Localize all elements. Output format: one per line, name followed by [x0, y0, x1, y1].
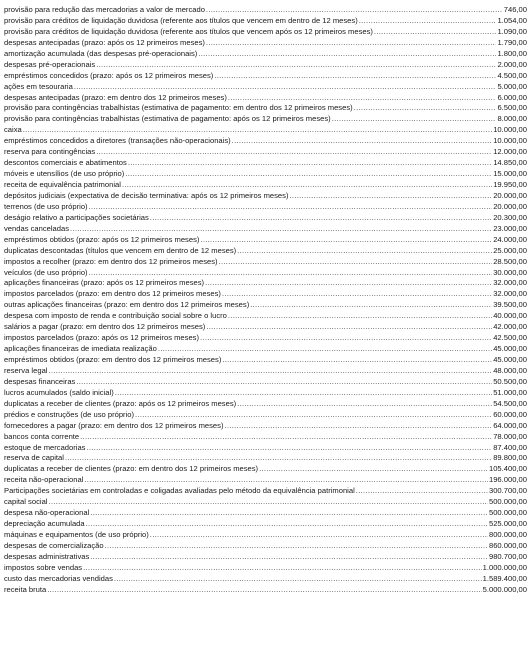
dot-leader — [214, 71, 496, 82]
account-row — [4, 497, 527, 508]
account-value: 23.000,00 — [493, 223, 527, 233]
dot-leader — [83, 563, 482, 574]
account-row — [4, 475, 527, 486]
account-label: deságio relativo a participações societárias — [4, 212, 149, 222]
account-label: despesas de comercialização — [4, 540, 104, 550]
account-label: caixa — [4, 125, 22, 135]
account-value: 28.500,00 — [493, 256, 527, 266]
account-label: empréstimos obtidos (prazo: em dentro dos 12 primeiros meses) — [4, 355, 222, 364]
account-label: fornecedores a pagar (prazo: em dentro dos 12 primeiros meses) — [4, 420, 224, 430]
account-row — [4, 27, 527, 38]
account-row — [4, 355, 527, 366]
account-label: depreciação acumulada — [4, 519, 85, 529]
account-row — [4, 464, 527, 475]
account-label: impostos parcelados (prazo: após os 12 primeiros meses) — [4, 333, 199, 343]
account-value: 500.000,00 — [488, 508, 527, 518]
account-value: 20.000,00 — [493, 190, 527, 200]
account-label: receita não-operacional — [4, 475, 84, 485]
account-row — [4, 443, 527, 454]
dot-leader — [205, 278, 492, 289]
account-row — [4, 519, 527, 530]
account-value: 45.000,00 — [493, 344, 527, 354]
account-row — [4, 530, 527, 541]
account-label: bancos conta corrente — [4, 431, 80, 441]
account-value: 525.000,00 — [488, 519, 527, 529]
account-label: aplicações financeiras (prazo: após os 12 primeiros meses) — [4, 278, 205, 288]
account-row — [4, 213, 527, 224]
account-label: impostos parcelados (prazo: em dentro dos 12 primeiros meses) — [4, 289, 221, 299]
dot-leader — [47, 585, 481, 596]
account-value: 500.000,00 — [488, 497, 527, 507]
dot-leader — [65, 453, 492, 464]
account-value: 980.700,00 — [488, 551, 527, 561]
account-label: máquinas e equipamentos (de uso próprio) — [4, 530, 149, 539]
account-label: descontos comerciais e abatimentos — [4, 158, 127, 168]
account-label: estoque de mercadorias — [4, 442, 86, 452]
account-row — [4, 169, 527, 180]
account-label: empréstimos obtidos (prazo: após os 12 primeiros meses) — [4, 234, 200, 244]
dot-leader — [354, 103, 497, 114]
account-row — [4, 82, 527, 93]
account-row — [4, 38, 527, 49]
account-label: receita de equivalência patrimonial — [4, 180, 121, 189]
account-label: impostos a recolher (prazo: em dentro dos 12 primeiros meses) — [4, 256, 218, 266]
dot-leader — [114, 574, 482, 585]
account-value: 60.000,00 — [493, 409, 527, 419]
account-label: veículos (de uso próprio) — [4, 267, 88, 277]
dot-leader — [23, 125, 492, 136]
account-row — [4, 235, 527, 246]
account-row — [4, 322, 527, 333]
account-value: 50.500,00 — [493, 376, 527, 386]
dot-leader — [228, 311, 492, 322]
account-row — [4, 366, 527, 377]
dot-leader — [259, 464, 488, 475]
account-row — [4, 268, 527, 279]
account-row — [4, 257, 527, 268]
account-label: despesas pré-operacionais — [4, 59, 96, 69]
dot-leader — [86, 519, 488, 530]
account-label: móveis e utensílios (de uso próprio) — [4, 169, 125, 179]
dot-leader — [250, 300, 492, 311]
account-row — [4, 289, 527, 300]
account-label: provisão para redução das mercadorias a valor de mercado — [4, 5, 205, 14]
account-row — [4, 16, 527, 27]
account-label: reserva legal — [4, 365, 48, 375]
account-row — [4, 344, 527, 355]
dot-leader — [206, 322, 492, 333]
dot-leader — [89, 202, 493, 213]
dot-leader — [332, 114, 497, 125]
dot-leader — [374, 27, 497, 38]
account-row — [4, 5, 527, 16]
account-label: capital social — [4, 497, 48, 507]
account-row — [4, 136, 527, 147]
account-value: 39.500,00 — [493, 300, 527, 310]
dot-leader — [237, 399, 492, 410]
account-row — [4, 202, 527, 213]
account-label: prédios e construções (de uso próprio) — [4, 409, 135, 419]
dot-leader — [359, 16, 497, 27]
account-value: 64.000,00 — [493, 420, 527, 430]
account-label: despesa não-operacional — [4, 508, 90, 518]
account-value: 5.000.000,00 — [482, 584, 527, 594]
account-row — [4, 377, 527, 388]
account-row — [4, 71, 527, 82]
account-label: depósitos judiciais (expectativa de decisão terminativa: após os 12 primeiros meses) — [4, 190, 289, 200]
account-label: despesas antecipadas (prazo: em dentro dos 12 primeiros meses) — [4, 92, 227, 102]
account-row — [4, 114, 527, 125]
account-value: 746,00 — [503, 5, 527, 14]
account-label: ações em tesouraria — [4, 81, 73, 91]
account-label: duplicatas a receber de clientes (prazo: em dentro dos 12 primeiros meses) — [4, 464, 259, 474]
account-value: 800.000,00 — [488, 530, 527, 539]
account-label: outras aplicações financeiras (prazo: em dentro dos 12 primeiros meses) — [4, 300, 250, 310]
account-value: 1.790,00 — [497, 37, 527, 47]
dot-leader — [219, 257, 493, 268]
account-label: duplicatas a receber de clientes (prazo: após os 12 primeiros meses) — [4, 398, 237, 408]
dot-leader — [86, 443, 492, 454]
account-row — [4, 60, 527, 71]
account-row — [4, 541, 527, 552]
account-label: despesas administrativas — [4, 551, 90, 561]
dot-leader — [84, 475, 488, 486]
account-value: 8.000,00 — [497, 114, 527, 124]
dot-leader — [228, 93, 497, 104]
account-value: 87.400,00 — [493, 442, 527, 452]
dot-leader — [90, 508, 488, 519]
dot-leader — [48, 366, 492, 377]
account-value: 2.000,00 — [497, 59, 527, 69]
account-value: 12.000,00 — [493, 147, 527, 157]
account-row — [4, 246, 527, 257]
account-row — [4, 103, 527, 114]
account-value: 14.850,00 — [493, 158, 527, 168]
account-label: despesa com imposto de renda e contribuição social sobre o lucro — [4, 311, 227, 321]
account-row — [4, 486, 527, 497]
account-label: empréstimos concedidos (prazo: após os 12 primeiros meses) — [4, 70, 214, 80]
dot-leader — [198, 49, 496, 60]
account-row — [4, 410, 527, 421]
dot-leader — [125, 169, 492, 180]
account-value: 105.400,00 — [488, 464, 527, 474]
account-label: despesas financeiras — [4, 376, 76, 386]
account-row — [4, 574, 527, 585]
dot-leader — [90, 552, 488, 563]
dot-leader — [232, 136, 493, 147]
account-row — [4, 388, 527, 399]
dot-leader — [74, 82, 497, 93]
dot-leader — [76, 377, 492, 388]
account-value: 25.000,00 — [493, 245, 527, 255]
account-value: 24.000,00 — [493, 234, 527, 244]
account-row — [4, 93, 527, 104]
account-value: 20.300,00 — [493, 212, 527, 222]
account-row — [4, 311, 527, 322]
account-row — [4, 585, 527, 596]
account-row — [4, 508, 527, 519]
account-value: 1.800,00 — [497, 48, 527, 58]
account-label: aplicações financeiras de imediata realização — [4, 344, 157, 354]
account-row — [4, 125, 527, 136]
account-row — [4, 453, 527, 464]
account-label: lucros acumulados (saldo inicial) — [4, 387, 114, 397]
account-label: despesas antecipadas (prazo: após os 12 primeiros meses) — [4, 37, 205, 47]
account-label: provisão para créditos de liquidação duvidosa (referente aos títulos que vencem após os 12 primeiros meses) — [4, 26, 373, 36]
dot-leader — [96, 147, 492, 158]
account-value: 20.000,00 — [493, 201, 527, 211]
dot-leader — [115, 388, 492, 399]
account-value: 19.950,00 — [493, 180, 527, 189]
account-label: empréstimos concedidos a diretores (transações não-operacionais) — [4, 136, 231, 146]
dot-leader — [135, 410, 492, 421]
account-label: reserva de capital — [4, 453, 64, 463]
account-row — [4, 191, 527, 202]
account-label: impostos sobre vendas — [4, 562, 83, 572]
dot-leader — [80, 432, 492, 443]
account-row — [4, 147, 527, 158]
account-value: 1.000.000,00 — [482, 562, 527, 572]
account-value: 5.000,00 — [497, 81, 527, 91]
dot-leader — [158, 344, 492, 355]
dot-leader — [224, 421, 492, 432]
account-label: provisão para contingências trabalhistas (estimativa de pagamento: em dentro dos 12 primeiros meses) — [4, 103, 353, 113]
account-row — [4, 278, 527, 289]
account-row — [4, 158, 527, 169]
dot-leader — [96, 60, 496, 71]
dot-leader — [222, 289, 492, 300]
dot-leader — [70, 224, 492, 235]
account-label: duplicatas descontadas (títulos que vencem em dentro de 12 meses) — [4, 245, 237, 255]
account-label: receita bruta — [4, 584, 47, 594]
account-label: reserva para contingências — [4, 147, 96, 157]
dot-leader — [150, 530, 488, 541]
account-row — [4, 333, 527, 344]
account-value: 300.700,00 — [488, 486, 527, 496]
dot-leader — [206, 5, 503, 16]
account-label: provisão para créditos de liquidação duvidosa (referente aos títulos que vencem em dentro de 12 meses) — [4, 15, 358, 25]
account-value: 54.500,00 — [493, 398, 527, 408]
account-value: 6.000,00 — [497, 92, 527, 102]
account-value: 1.090,00 — [497, 26, 527, 36]
account-row — [4, 421, 527, 432]
account-value: 40.000,00 — [493, 311, 527, 321]
account-value: 32.000,00 — [493, 278, 527, 288]
account-value: 6.500,00 — [497, 103, 527, 113]
account-row — [4, 300, 527, 311]
account-value: 89.800,00 — [493, 453, 527, 463]
account-value: 48.000,00 — [493, 365, 527, 375]
account-label: Participações societárias em controladas e coligadas avaliadas pelo método da equivalência patrimonial — [4, 486, 355, 496]
dot-leader — [222, 355, 492, 366]
account-value: 10.000,00 — [493, 136, 527, 146]
account-row — [4, 224, 527, 235]
dot-leader — [48, 497, 488, 508]
account-row — [4, 552, 527, 563]
account-row — [4, 180, 527, 191]
dot-leader — [122, 180, 492, 191]
dot-leader — [150, 213, 492, 224]
account-value: 51.000,00 — [493, 387, 527, 397]
dot-leader — [237, 246, 492, 257]
account-value: 42.000,00 — [493, 322, 527, 332]
dot-leader — [206, 38, 497, 49]
account-label: provisão para contingências trabalhistas (estimativa de pagamento: após os 12 primeiros meses) — [4, 114, 331, 124]
account-value: 1.054,00 — [497, 15, 527, 25]
dot-leader — [200, 235, 492, 246]
account-label: terrenos (de uso próprio) — [4, 201, 88, 211]
account-value: 32.000,00 — [493, 289, 527, 299]
account-row — [4, 399, 527, 410]
account-row — [4, 432, 527, 443]
account-label: custo das mercadorias vendidas — [4, 573, 113, 583]
account-value: 196.000,00 — [488, 475, 527, 485]
account-label: vendas canceladas — [4, 223, 70, 233]
dot-leader — [89, 268, 493, 279]
account-value: 42.500,00 — [493, 333, 527, 343]
dot-leader — [356, 486, 488, 497]
account-value: 30.000,00 — [493, 267, 527, 277]
dot-leader — [105, 541, 488, 552]
account-value: 4.500,00 — [497, 70, 527, 80]
account-value: 1.589.400,00 — [482, 573, 527, 583]
account-row — [4, 49, 527, 60]
dot-leader — [289, 191, 492, 202]
account-value: 860.000,00 — [488, 540, 527, 550]
account-value: 78.000,00 — [493, 431, 527, 441]
account-row — [4, 563, 527, 574]
dot-leader — [200, 333, 492, 344]
account-value: 10.000,00 — [493, 125, 527, 135]
dot-leader — [128, 158, 492, 169]
account-value: 15.000,00 — [493, 169, 527, 179]
account-value: 45.000,00 — [493, 355, 527, 364]
account-label: amortização acumulada (das despesas pré-operacionais) — [4, 48, 198, 58]
account-label: salários a pagar (prazo: em dentro dos 12 primeiros meses) — [4, 322, 206, 332]
